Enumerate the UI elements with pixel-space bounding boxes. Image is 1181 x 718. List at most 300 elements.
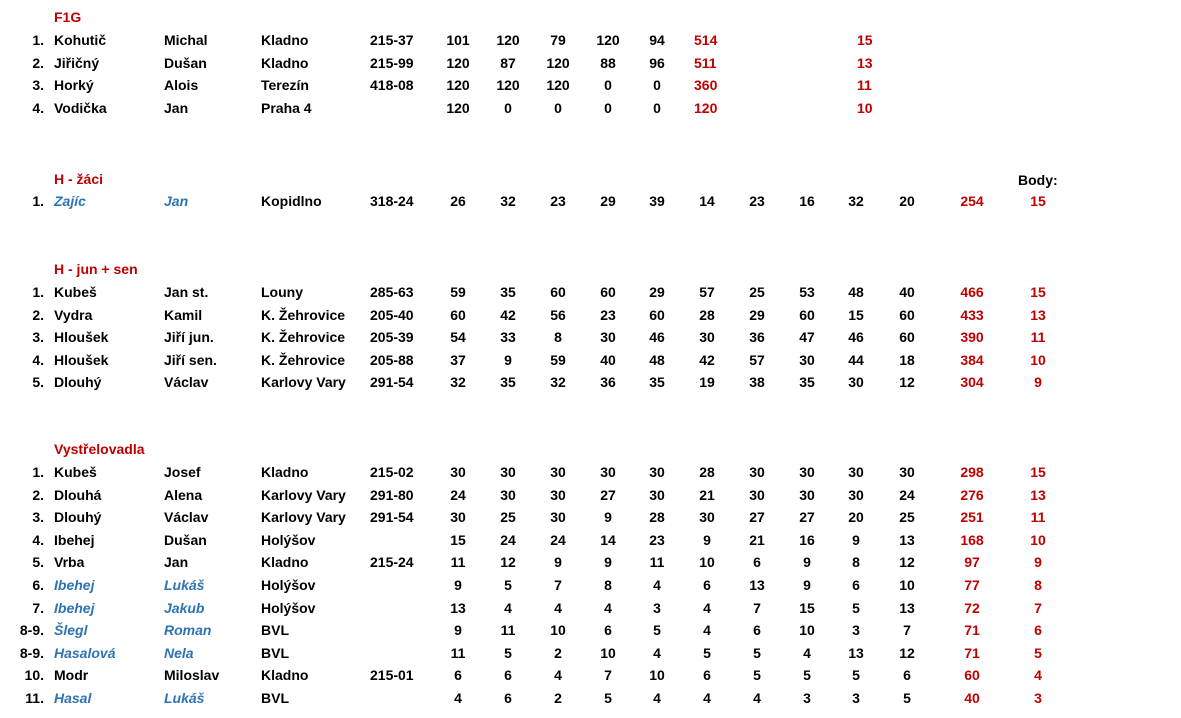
rank: 5. [32,374,44,391]
round-score: 6 [604,622,612,639]
club: Holýšov [261,599,316,616]
round-score: 4 [504,599,512,616]
round-score: 4 [703,690,711,706]
round-score: 9 [504,351,512,368]
first-name: Václav [164,374,209,391]
round-score: 12 [899,554,915,571]
round-score: 30 [649,486,665,503]
round-score: 21 [699,486,715,503]
round-score: 0 [653,77,661,94]
club: K. Žehrovice [261,351,346,368]
points: 9 [1034,374,1042,391]
first-name: Lukáš [164,577,205,593]
round-score: 2 [554,644,562,661]
first-name: Roman [164,622,212,639]
total-score: 71 [964,644,980,661]
first-name: Alena [164,486,203,503]
round-score: 6 [852,577,860,593]
round-score: 4 [703,622,711,639]
club: Karlovy Vary [261,486,346,503]
surname: Dlouhý [54,509,102,526]
total-score: 40 [964,690,980,706]
round-score: 9 [604,509,612,526]
round-score: 60 [649,306,665,323]
club: K. Žehrovice [261,329,346,346]
round-score: 32 [500,193,516,209]
rank: 2. [32,486,44,503]
round-score: 120 [496,77,520,94]
round-score: 30 [550,486,566,503]
round-score: 29 [600,193,616,209]
points: 10 [1030,351,1046,368]
round-score: 5 [852,667,860,684]
round-score: 9 [604,554,612,571]
round-score: 4 [703,599,711,616]
round-score: 39 [649,193,665,209]
round-score: 35 [500,284,516,300]
round-score: 15 [799,599,815,616]
club: Holýšov [261,531,316,548]
points: 10 [857,99,873,116]
round-score: 13 [848,644,864,661]
round-score: 42 [699,351,715,368]
round-score: 11 [500,622,516,639]
total-score: 360 [694,77,718,94]
points: 15 [1030,193,1046,209]
total-score: 120 [694,99,718,116]
round-score: 88 [600,54,616,71]
round-score: 10 [699,554,715,571]
round-score: 10 [550,622,566,639]
round-score: 20 [848,509,864,526]
round-score: 9 [803,554,811,571]
round-score: 32 [550,374,566,391]
club: Holýšov [261,577,316,593]
round-score: 32 [450,374,466,391]
points: 8 [1034,577,1042,593]
round-score: 30 [450,464,466,480]
first-name: Kamil [164,306,203,323]
round-score: 23 [749,193,765,209]
points: 3 [1034,690,1042,706]
round-score: 59 [450,284,466,300]
points: 13 [1030,486,1046,503]
surname: Šlegl [54,622,88,639]
rank: 3. [32,329,44,346]
round-score: 16 [799,531,815,548]
rank: 5. [32,554,44,571]
points: 15 [857,32,873,48]
round-score: 14 [600,531,616,548]
round-score: 4 [803,644,811,661]
round-score: 28 [699,306,715,323]
points: 15 [1030,464,1046,480]
surname: Ibehej [54,531,95,548]
round-score: 25 [749,284,765,300]
round-score: 5 [903,690,911,706]
round-score: 120 [496,32,520,48]
round-score: 7 [753,599,761,616]
points: 9 [1034,554,1042,571]
points: 11 [1030,329,1046,346]
round-score: 38 [749,374,765,391]
points: 10 [1030,531,1046,548]
first-name: Michal [164,32,208,48]
round-score: 25 [500,509,516,526]
round-score: 5 [653,622,661,639]
rank: 1. [32,32,44,48]
round-score: 9 [852,531,860,548]
round-score: 4 [653,577,661,593]
round-score: 96 [649,54,665,71]
total-score: 251 [960,509,984,526]
round-score: 3 [803,690,811,706]
first-name: Dušan [164,54,207,71]
round-score: 28 [649,509,665,526]
first-name: Miloslav [164,667,220,684]
round-score: 4 [653,644,661,661]
round-score: 6 [703,667,711,684]
club: K. Žehrovice [261,306,346,323]
rank: 3. [32,509,44,526]
round-score: 13 [899,599,915,616]
round-score: 87 [500,54,516,71]
license-number: 215-99 [370,54,414,71]
round-score: 35 [649,374,665,391]
surname: Kohutič [54,32,107,48]
round-score: 0 [604,99,612,116]
round-score: 56 [550,306,566,323]
surname: Horký [54,77,94,94]
round-score: 0 [653,99,661,116]
round-score: 30 [848,486,864,503]
round-score: 29 [649,284,665,300]
round-score: 16 [799,193,815,209]
license-number: 215-02 [370,464,414,480]
round-score: 29 [749,306,765,323]
round-score: 6 [454,667,462,684]
surname: Ibehej [54,577,95,593]
round-score: 12 [899,374,915,391]
total-score: 390 [960,329,984,346]
points: 7 [1034,599,1042,616]
surname: Vrba [54,554,85,571]
round-score: 30 [600,329,616,346]
rank: 2. [32,306,44,323]
points-header: Body: [1018,172,1058,188]
round-score: 8 [554,329,562,346]
round-score: 101 [446,32,470,48]
club: Kladno [261,54,309,71]
section-title: H - žáci [54,171,104,187]
surname: Modr [54,667,89,684]
club: Praha 4 [261,99,312,116]
round-score: 13 [450,599,466,616]
round-score: 60 [899,306,915,323]
club: Kladno [261,667,309,684]
round-score: 30 [500,486,516,503]
round-score: 25 [899,509,915,526]
total-score: 77 [964,577,980,593]
round-score: 30 [799,464,815,480]
license-number: 205-39 [370,329,414,346]
points: 11 [1030,509,1046,526]
round-score: 30 [600,464,616,480]
section-title: Vystřelovadla [54,441,145,457]
rank: 4. [32,531,44,548]
round-score: 30 [649,464,665,480]
round-score: 0 [504,99,512,116]
round-score: 57 [749,351,765,368]
round-score: 15 [450,531,466,548]
round-score: 120 [546,77,570,94]
round-score: 5 [604,690,612,706]
round-score: 120 [546,54,570,71]
club: Kladno [261,464,309,480]
round-score: 6 [753,554,761,571]
points: 13 [1030,306,1046,323]
round-score: 27 [799,509,815,526]
round-score: 32 [848,193,864,209]
total-score: 276 [960,486,984,503]
license-number: 205-88 [370,351,414,368]
total-score: 466 [960,284,984,300]
round-score: 120 [446,77,470,94]
round-score: 9 [454,577,462,593]
surname: Ibehej [54,599,95,616]
round-score: 8 [852,554,860,571]
round-score: 120 [446,99,470,116]
round-score: 30 [749,486,765,503]
round-score: 8 [604,577,612,593]
license-number: 291-54 [370,374,414,391]
round-score: 40 [600,351,616,368]
club: Kopidlno [261,193,322,209]
round-score: 18 [899,351,915,368]
round-score: 79 [550,32,566,48]
first-name: Jan st. [164,284,209,300]
club: Terezín [261,77,309,94]
points: 4 [1034,667,1042,684]
round-score: 5 [504,644,512,661]
first-name: Nela [164,644,194,661]
round-score: 7 [554,577,562,593]
round-score: 48 [848,284,864,300]
license-number: 291-54 [370,509,414,526]
club: Louny [261,284,303,300]
rank: 8-9. [19,644,44,661]
round-score: 9 [554,554,562,571]
rank: 11. [25,690,44,706]
round-score: 30 [550,464,566,480]
round-score: 4 [554,667,562,684]
round-score: 60 [600,284,616,300]
round-score: 9 [703,531,711,548]
round-score: 12 [899,644,915,661]
total-score: 72 [964,599,980,616]
license-number: 215-24 [370,554,414,571]
round-score: 30 [848,464,864,480]
total-score: 304 [960,374,984,391]
points: 15 [1030,284,1046,300]
total-score: 433 [960,306,984,323]
surname: Hasal [54,690,92,706]
round-score: 35 [799,374,815,391]
round-score: 6 [504,667,512,684]
round-score: 30 [500,464,516,480]
round-score: 42 [500,306,516,323]
first-name: Jan [164,99,189,116]
total-score: 514 [694,32,718,48]
round-score: 6 [504,690,512,706]
round-score: 11 [649,554,665,571]
section-title: F1G [54,9,82,25]
first-name: Jiří jun. [164,329,214,346]
license-number: 418-08 [370,77,414,94]
rank: 2. [32,54,44,71]
first-name: Jiří sen. [164,351,217,368]
points: 5 [1034,644,1042,661]
round-score: 5 [803,667,811,684]
round-score: 5 [703,644,711,661]
round-score: 4 [653,690,661,706]
round-score: 24 [450,486,466,503]
round-score: 44 [848,351,864,368]
surname: Dlouhá [54,486,102,503]
surname: Hloušek [54,329,109,346]
rank: 4. [32,351,44,368]
round-score: 46 [649,329,665,346]
total-score: 298 [960,464,984,480]
total-score: 168 [960,531,984,548]
round-score: 7 [903,622,911,639]
surname: Hasalová [54,644,116,661]
round-score: 9 [454,622,462,639]
round-score: 57 [699,284,715,300]
round-score: 40 [899,284,915,300]
rank: 6. [32,577,44,593]
round-score: 3 [852,622,860,639]
round-score: 60 [450,306,466,323]
round-score: 5 [753,667,761,684]
total-score: 384 [960,351,984,368]
round-score: 23 [600,306,616,323]
round-score: 53 [799,284,815,300]
round-score: 30 [899,464,915,480]
round-score: 30 [749,464,765,480]
rank: 7. [32,599,44,616]
round-score: 120 [446,54,470,71]
round-score: 35 [500,374,516,391]
club: Kladno [261,32,309,48]
first-name: Alois [164,77,199,94]
rank: 1. [32,464,44,480]
total-score: 60 [964,667,980,684]
round-score: 19 [699,374,715,391]
round-score: 27 [749,509,765,526]
round-score: 36 [749,329,765,346]
round-score: 37 [450,351,466,368]
round-score: 9 [803,577,811,593]
round-score: 30 [450,509,466,526]
total-score: 511 [694,54,717,71]
club: Kladno [261,554,309,571]
round-score: 30 [799,486,815,503]
surname: Jiřičný [54,54,100,71]
license-number: 318-24 [370,193,414,209]
club: BVL [261,622,289,639]
round-score: 3 [653,599,661,616]
license-number: 205-40 [370,306,414,323]
round-score: 24 [899,486,915,503]
round-score: 0 [554,99,562,116]
first-name: Josef [164,464,201,480]
round-score: 6 [703,577,711,593]
round-score: 14 [699,193,715,209]
round-score: 0 [604,77,612,94]
round-score: 13 [899,531,915,548]
round-score: 15 [848,306,864,323]
round-score: 30 [699,509,715,526]
points: 6 [1034,622,1042,639]
rank: 3. [32,77,44,94]
round-score: 26 [450,193,466,209]
round-score: 60 [799,306,815,323]
surname: Kubeš [54,464,97,480]
round-score: 7 [604,667,612,684]
license-number: 215-01 [370,667,414,684]
club: BVL [261,644,289,661]
round-score: 10 [600,644,616,661]
first-name: Jan [164,554,189,571]
round-score: 5 [504,577,512,593]
round-score: 30 [848,374,864,391]
round-score: 59 [550,351,566,368]
surname: Vodička [54,99,107,116]
round-score: 4 [753,690,761,706]
round-score: 23 [550,193,566,209]
surname: Zajíc [54,193,86,209]
club: Karlovy Vary [261,509,346,526]
round-score: 47 [799,329,815,346]
total-score: 71 [964,622,980,639]
surname: Vydra [54,306,93,323]
round-score: 36 [600,374,616,391]
club: Karlovy Vary [261,374,346,391]
license-number: 291-80 [370,486,414,503]
round-score: 30 [699,329,715,346]
round-score: 4 [604,599,612,616]
round-score: 33 [500,329,516,346]
first-name: Dušan [164,531,207,548]
license-number: 285-63 [370,284,414,300]
rank: 10. [24,667,44,684]
round-score: 6 [903,667,911,684]
license-number: 215-37 [370,32,414,48]
round-score: 10 [799,622,815,639]
round-score: 48 [649,351,665,368]
total-score: 254 [960,193,984,209]
round-score: 4 [554,599,562,616]
round-score: 2 [554,690,562,706]
round-score: 54 [450,329,466,346]
first-name: Jan [164,193,189,209]
round-score: 21 [749,531,765,548]
rank: 8-9. [19,622,44,639]
round-score: 5 [852,599,860,616]
round-score: 24 [550,531,566,548]
rank: 4. [32,99,44,116]
